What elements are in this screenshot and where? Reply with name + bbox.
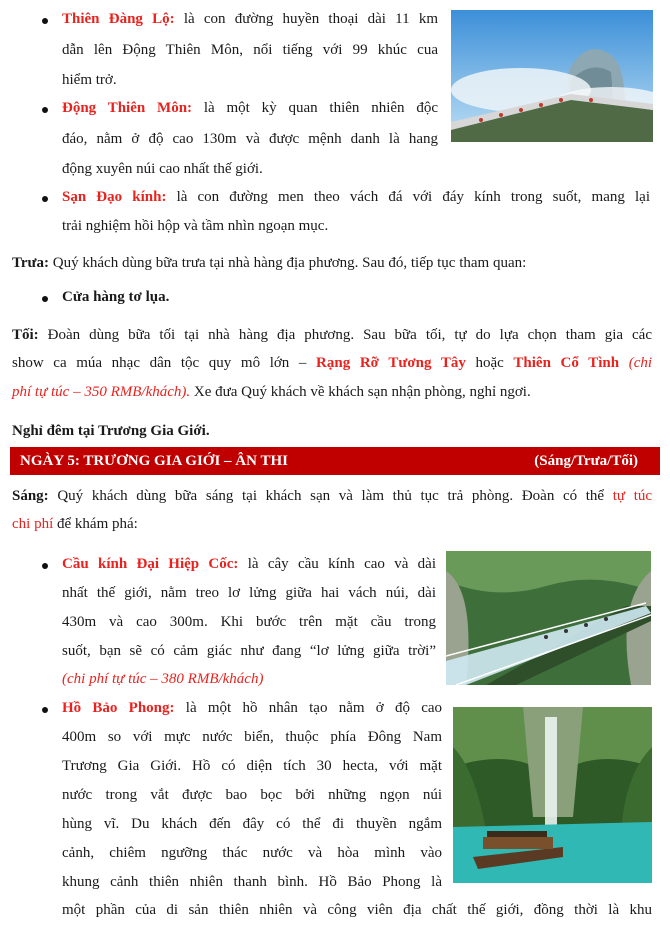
text-line: động xuyên núi cao nhất thế giới. bbox=[62, 161, 263, 177]
list-item bbox=[62, 6, 438, 32]
morning-label: Sáng: bbox=[12, 488, 49, 504]
text-line: dẫn lên Động Thiên Môn, nổi tiếng với 99 khúc cua bbox=[62, 42, 438, 58]
silk-shop-item: Cửa hàng tơ lụa. bbox=[62, 289, 170, 305]
lunch-text: Quý khách dùng bữa trưa tại nhà hàng địa phương. Sau đó, tiếp tục tham quan: bbox=[52, 255, 527, 271]
cost-note: (chi bbox=[628, 355, 653, 371]
dinner-line-3 bbox=[12, 379, 531, 405]
text-line: một phần của di sản thiên nhiên và công viên địa chất thế giới, đồng thời là khu bbox=[62, 902, 652, 918]
dinner-text: Đoàn dùng bữa tối tại nhà hàng địa phương. Sau bữa tối, tự do lựa chọn tham gia các bbox=[47, 327, 652, 343]
morning-red: chi phí bbox=[12, 516, 54, 532]
bullet-dot bbox=[42, 18, 48, 24]
bullet-dot bbox=[42, 707, 48, 713]
list-item bbox=[62, 95, 438, 121]
glass-bridge-photo bbox=[446, 551, 651, 685]
morning-line-2 bbox=[12, 511, 138, 537]
overnight-line: Nghỉ đêm tại Trương Gia Giới. bbox=[12, 423, 210, 439]
text-line: đáo, nằm ở độ cao 130m và được mệnh danh là hang bbox=[62, 131, 438, 147]
morning-paragraph bbox=[12, 483, 652, 509]
item-text: là cây cầu kính cao và dài bbox=[247, 556, 436, 572]
item-text: là một kỳ quan thiên nhiên độc bbox=[203, 100, 439, 116]
item-text: là con đường men theo vách đá với đáy kính trong suốt, mang lại bbox=[176, 189, 650, 205]
dinner-text: show ca múa nhạc dân tộc quy mô lớn – bbox=[12, 355, 307, 371]
item-text: là một hồ nhân tạo nằm ở độ cao bbox=[185, 700, 443, 716]
item-title: Động Thiên Môn: bbox=[62, 100, 193, 116]
cost-note: phí tự túc – 350 RMB/khách). bbox=[12, 384, 191, 400]
dinner-text: hoặc bbox=[475, 355, 504, 371]
lunch-label: Trưa: bbox=[12, 255, 50, 271]
text-line: Trương Gia Giới. Hồ có diện tích 30 hecta, với mặt bbox=[62, 758, 442, 774]
tianmen-photo bbox=[451, 10, 653, 142]
item-title: Thiên Đàng Lộ: bbox=[62, 11, 175, 27]
lunch-paragraph bbox=[12, 250, 526, 276]
list-item bbox=[62, 695, 442, 721]
day-title: NGÀY 5: TRƯƠNG GIA GIỚI – ÂN THI bbox=[20, 453, 288, 469]
text-line: hiểm trở. bbox=[62, 72, 117, 88]
item-title: Hồ Bảo Phong: bbox=[62, 700, 175, 716]
text-line: hùng vĩ. Du khách đến đây có thể đi thuyền ngắm bbox=[62, 816, 442, 832]
text-line: 400m so với mực nước biển, thuộc phía Đông Nam bbox=[62, 729, 442, 745]
cost-note: (chi phí tự túc – 380 RMB/khách) bbox=[62, 671, 264, 687]
text-line: suốt, bạn sẽ có cảm giác như đang “lơ lửng giữa trời” bbox=[62, 643, 436, 659]
item-title: Cầu kính Đại Hiệp Cốc: bbox=[62, 556, 239, 572]
text-line: khung cảnh thiên nhiên thanh bình. Hồ Bảo Phong là bbox=[62, 874, 442, 890]
morning-text: để khám phá: bbox=[57, 516, 138, 532]
day-heading-bar bbox=[10, 447, 660, 475]
show-name: Rạng Rỡ Tương Tây bbox=[316, 355, 466, 371]
morning-red: tự túc bbox=[612, 488, 653, 504]
text-line: cảnh, chiêm ngưỡng thác nước và hòa mình vào bbox=[62, 845, 442, 861]
morning-text: Quý khách dùng bữa sáng tại khách sạn và làm thủ tục trả phòng. Đoàn có thể bbox=[57, 488, 605, 504]
dinner-paragraph bbox=[12, 322, 652, 348]
show-name: Thiên Cổ Tình bbox=[513, 355, 620, 371]
dinner-label: Tối: bbox=[12, 327, 39, 343]
item-text: là con đường huyền thoại dài 11 km bbox=[183, 11, 438, 27]
list-item bbox=[62, 184, 650, 210]
text-line: nước trong vắt được bao bọc bởi những ngọn núi bbox=[62, 787, 442, 803]
bullet-dot bbox=[42, 107, 48, 113]
text-line: nhất thế giới, nằm treo lơ lửng giữa hai vách núi, dài bbox=[62, 585, 436, 601]
day-meals: (Sáng/Trưa/Tối) bbox=[534, 453, 638, 469]
baofeng-lake-photo bbox=[453, 707, 652, 883]
dinner-line-2 bbox=[12, 350, 652, 376]
list-item bbox=[62, 551, 436, 577]
text-line: trải nghiệm hồi hộp và tầm nhìn ngoạn mục. bbox=[62, 218, 329, 234]
text-line: 430m và cao 300m. Khi bước trên mặt cầu trong bbox=[62, 614, 436, 630]
item-title: Sạn Đạo kính: bbox=[62, 189, 167, 205]
bullet-dot bbox=[42, 563, 48, 569]
bullet-dot bbox=[42, 296, 48, 302]
dinner-text: Xe đưa Quý khách về khách sạn nhận phòng, nghỉ ngơi. bbox=[193, 384, 531, 400]
bullet-dot bbox=[42, 196, 48, 202]
